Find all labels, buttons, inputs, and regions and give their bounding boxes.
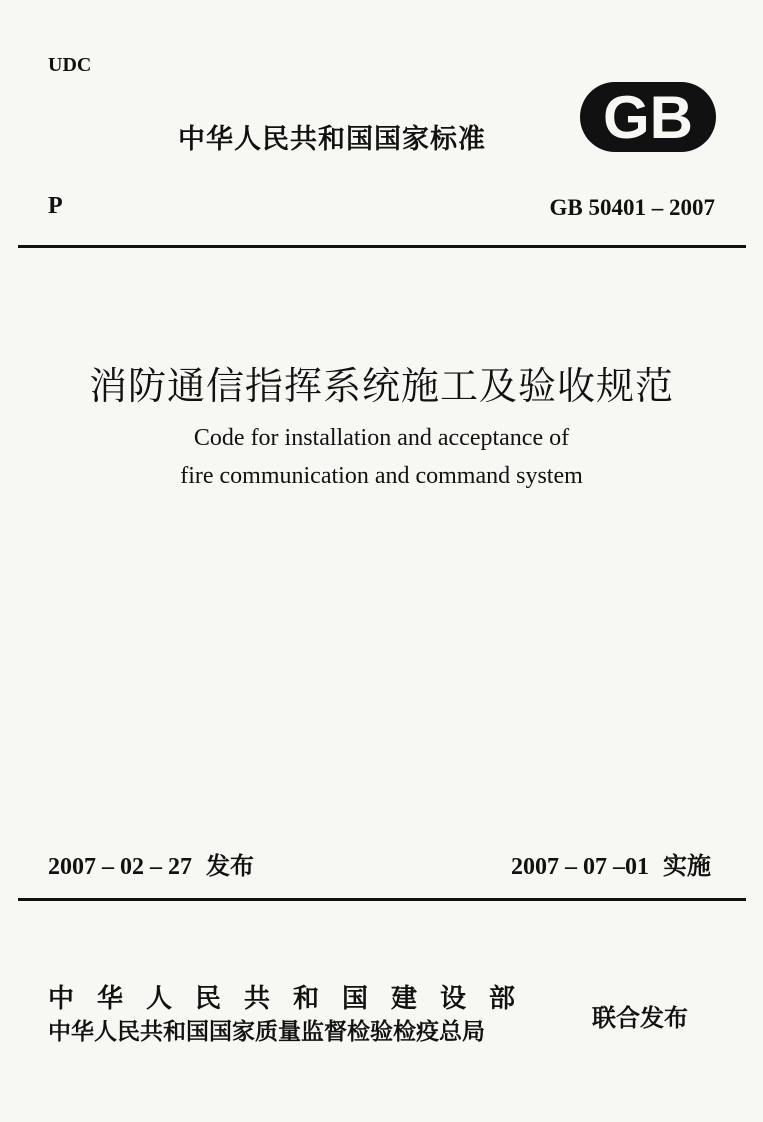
issuer-administration: 中华人民共和国国家质量监督检验检疫总局 (48, 1019, 485, 1045)
title-chinese: 消防通信指挥系统施工及验收规范 (88, 364, 674, 408)
title-english-line1: Code for installation and acceptance of (193, 425, 570, 451)
issuer-ministry: 中华人民共和国建设部 (48, 984, 539, 1014)
implement-date-block (511, 846, 711, 881)
issue-date: 2007 – 02 – 27 (48, 854, 192, 880)
svg-text:GB: GB (603, 84, 693, 151)
issue-label: 发布 (206, 852, 254, 880)
udc-label: UDC (48, 54, 92, 76)
gb-logo (578, 80, 718, 154)
title-english-line2: fire communication and command system (180, 463, 583, 489)
standard-number: GB 50401 – 2007 (549, 195, 715, 220)
implement-date: 2007 – 07 –01 (511, 854, 649, 880)
top-divider (18, 245, 746, 248)
issue-date-block (48, 846, 254, 881)
implement-label: 实施 (663, 852, 711, 880)
joint-issue-label: 联合发布 (592, 1004, 688, 1032)
standard-type-heading: 中华人民共和国国家标准 (178, 124, 486, 155)
category-code: P (48, 193, 63, 219)
bottom-divider (18, 898, 746, 901)
